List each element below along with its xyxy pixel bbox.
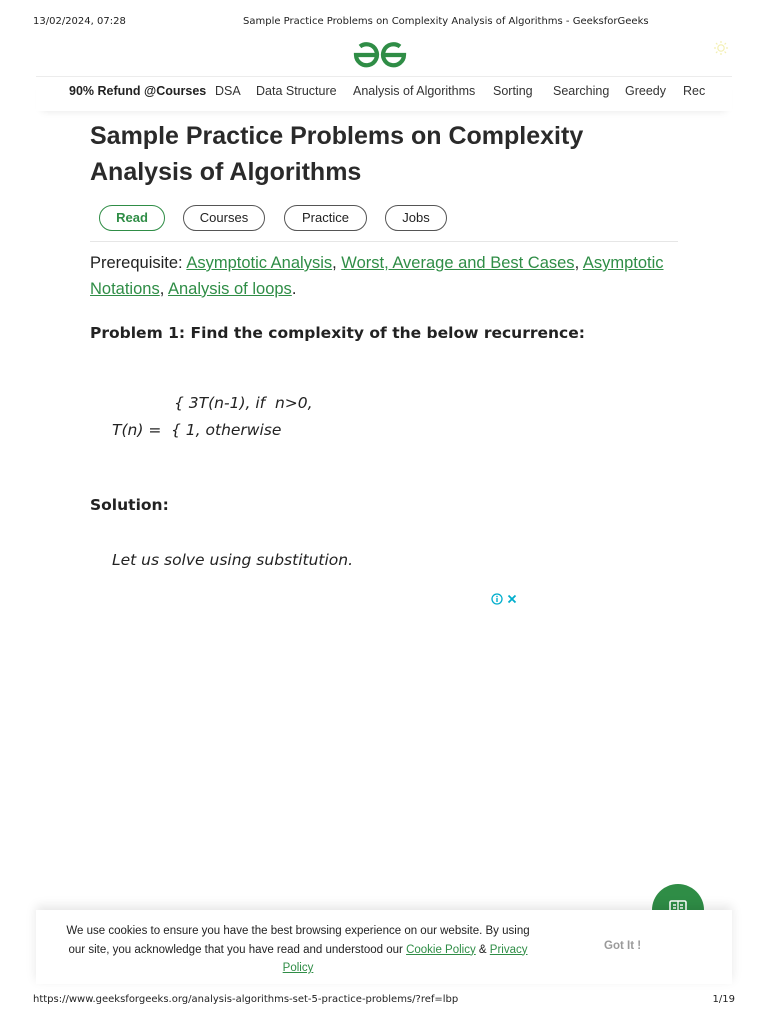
nav-item-dsa[interactable]: DSA: [215, 84, 241, 98]
cookie-consent-text: [58, 922, 538, 978]
link-worst-average-best-cases[interactable]: Worst, Average and Best Cases: [341, 254, 575, 272]
link-asymptotic-analysis[interactable]: Asymptotic Analysis: [186, 254, 333, 272]
tab-jobs[interactable]: Jobs: [385, 205, 447, 231]
comma-separator: ,: [574, 254, 583, 272]
recurrence-case-1: { 3T(n-1), if n>0,: [174, 394, 313, 412]
solution-text: Let us solve using substitution.: [112, 551, 354, 569]
nav-item-recursion[interactable]: Rec: [683, 84, 706, 98]
cookie-ampersand: &: [475, 943, 490, 956]
nav-item-data-structure[interactable]: Data Structure: [256, 84, 337, 98]
comma-separator: ,: [332, 254, 342, 272]
end-period: .: [291, 280, 297, 298]
ad-info-icon[interactable]: [491, 593, 503, 605]
cookie-policy-link[interactable]: Cookie Policy: [406, 943, 476, 956]
tab-courses[interactable]: Courses: [183, 205, 265, 231]
article-title: Sample Practice Problems on Complexity Analysis of Algorithms: [90, 122, 584, 186]
prerequisite-label: Prerequisite:: [90, 254, 187, 272]
recurrence-lhs: T(n) =: [112, 421, 162, 439]
ad-close-icon[interactable]: [506, 593, 518, 605]
comma-separator: ,: [159, 280, 168, 298]
print-url: https://www.geeksforgeeks.org/analysis-algorithms-set-5-practice-problems/?ref=lbp: [33, 994, 459, 1005]
print-page-count: 1/19: [712, 994, 735, 1005]
ad-controls: [491, 593, 519, 607]
nav-item-greedy[interactable]: Greedy: [625, 84, 666, 98]
cookie-message: We use cookies to ensure you have the best browsing experience on our website. By using our site, you acknowledge that you have read and understood our: [66, 925, 530, 956]
top-navigation: [36, 76, 732, 111]
nav-item-searching[interactable]: Searching: [553, 84, 610, 98]
print-page-title: Sample Practice Problems on Complexity Analysis of Algorithms - GeeksforGeeks: [243, 16, 649, 27]
prerequisite-paragraph: [90, 250, 680, 302]
link-asymptotic-notations[interactable]: Asymptotic Notations: [90, 254, 664, 298]
geeksforgeeks-logo-icon[interactable]: [352, 41, 408, 69]
problem-1-heading: Problem 1: Find the complexity of the below recurrence:: [90, 324, 585, 342]
tab-practice[interactable]: Practice: [284, 205, 367, 231]
solution-heading: Solution:: [90, 496, 169, 514]
nav-item-sorting[interactable]: Sorting: [493, 84, 533, 98]
recurrence-case-2: { 1, otherwise: [171, 421, 282, 439]
header-divider: [90, 241, 678, 242]
print-footer: [0, 994, 768, 1008]
theme-toggle-sun-icon[interactable]: [713, 40, 729, 56]
print-datetime: 13/02/2024, 07:28: [33, 16, 126, 27]
cookie-consent-banner: [36, 910, 732, 984]
nav-item-analysis-of-algorithms[interactable]: Analysis of Algorithms: [353, 84, 476, 98]
link-analysis-of-loops[interactable]: Analysis of loops: [167, 280, 292, 298]
print-header: [0, 16, 768, 30]
privacy-policy-link[interactable]: Privacy Policy: [282, 943, 528, 974]
tab-read[interactable]: Read: [99, 205, 165, 231]
article-tabs: [0, 205, 768, 231]
got-it-button[interactable]: Got It !: [604, 940, 642, 952]
nav-item-refund-courses[interactable]: 90% Refund @Courses: [69, 84, 207, 98]
